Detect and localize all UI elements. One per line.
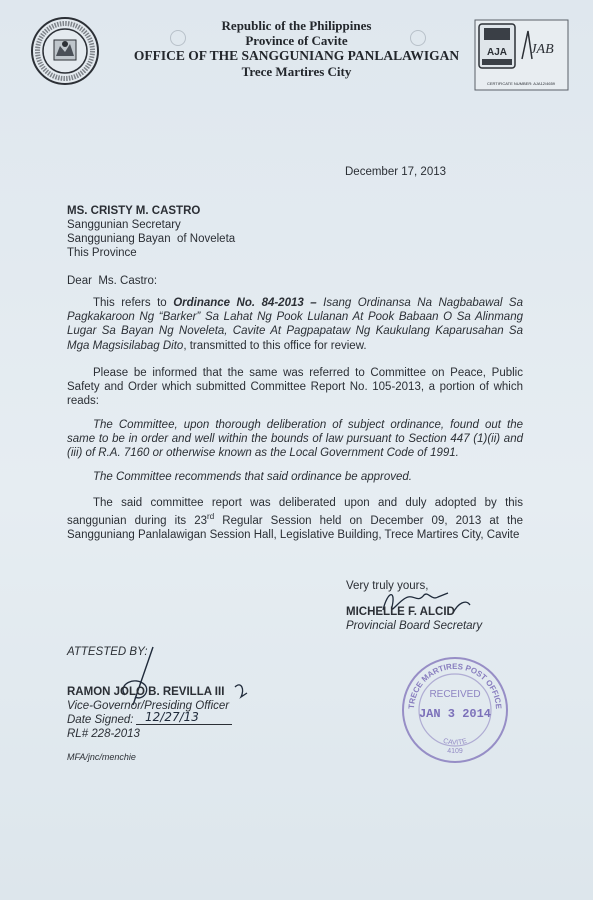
stamp-code-text: 4109 bbox=[447, 748, 463, 755]
svg-text:AJA: AJA bbox=[486, 47, 508, 58]
date-signed-line bbox=[136, 724, 232, 725]
attested-label: ATTESTED BY: bbox=[67, 646, 148, 658]
letter-date: December 17, 2013 bbox=[345, 166, 447, 178]
addressee-name: MS. CRISTY M. CASTRO bbox=[67, 205, 201, 217]
p1-suffix: , transmitted to this office for review. bbox=[183, 339, 367, 352]
header-office: OFFICE OF THE SANGGUNIANG PANLALAWIGAN bbox=[133, 48, 460, 63]
header-republic: Republic of the Philippines bbox=[221, 18, 372, 33]
stamp-top-text: TRECE MARTIRES POST OFFICE bbox=[406, 661, 504, 710]
date-signed-label: Date Signed: bbox=[67, 714, 134, 726]
reference-initials: MFA/jnc/menchie bbox=[67, 752, 136, 762]
secretary-name: MICHELLE F. ALCID bbox=[346, 606, 455, 618]
addressee-office: Sangguniang Bayan of Noveleta bbox=[67, 233, 236, 245]
addressee-title: Sanggunian Secretary bbox=[67, 219, 181, 231]
closing-text: Very truly yours, bbox=[346, 580, 429, 592]
addressee-location: This Province bbox=[67, 247, 137, 259]
stamp-received-text: RECEIVED bbox=[429, 689, 481, 700]
ordinance-number: Ordinance No. 84-2013 – bbox=[173, 297, 317, 309]
svg-text:CERTIFICATE NUMBER: AJA12/4659: CERTIFICATE NUMBER: AJA12/4659 bbox=[486, 81, 556, 86]
committee-quote-deliberation: The Committee, upon thorough deliberation of subject ordinance, found out the same to be in order and well within the bounds of law pursuant to Section 447 (1)(ii) and (iii) of R.A. 7160 or otherwise known as the Local Government Code of 1991. bbox=[67, 419, 523, 460]
received-stamp bbox=[400, 655, 510, 765]
p3-text-b: Regular Session held on December 09, 2013 at the Sangguniang Panlalawigan Session Hall, Legislative Building, Trece Martires City, Cavite bbox=[67, 515, 523, 542]
committee-quote-recommendation: The Committee recommends that said ordinance be approved. bbox=[93, 471, 412, 483]
p1-prefix: This refers to bbox=[93, 297, 174, 309]
ordinance-title: Isang Ordinansa Na Nagbabawal Sa Pagkakaroon Ng “Barker” Sa Lahat Ng Pook Lulanan At Pook Babaan O Sa Alinmang Lugar Sa Bayan Ng Noveleta, Cavite At Pagpapataw Ng Kaukulang Kaparusahan Sa Mga Magsisilabag Dito bbox=[67, 297, 523, 352]
stamp-date-text: JAN 3 2014 bbox=[418, 707, 492, 721]
secretary-title: Provincial Board Secretary bbox=[346, 620, 483, 632]
svg-text:JAB: JAB bbox=[530, 42, 554, 57]
header-city: Trece Martires City bbox=[241, 64, 352, 79]
salutation: Dear Ms. Castro: bbox=[67, 275, 158, 287]
svg-text:CAVITE bbox=[442, 738, 468, 747]
certification-logos bbox=[474, 19, 569, 91]
p3-text-a: The said committee report was deliberated upon and duly adopted by this sanggunian during its 23 bbox=[67, 497, 523, 528]
stamp-bottom-text: CAVITE bbox=[442, 737, 468, 747]
p3-ordinal-suffix: rd bbox=[207, 512, 215, 522]
paragraph-session-adoption bbox=[67, 496, 523, 542]
date-signed-value: 12/27/13 bbox=[145, 710, 199, 724]
paragraph-ordinance-reference bbox=[67, 296, 523, 353]
vice-governor-title: Vice-Governor/Presiding Officer bbox=[67, 700, 230, 712]
header-province: Province of Cavite bbox=[245, 33, 348, 48]
paragraph-committee-referral: Please be informed that the same was referred to Committee on Peace, Public Safety and Order which submitted Committee Report No. 105-2013, a portion of which reads: bbox=[67, 367, 523, 408]
vice-governor-name: RAMON JOLO B. REVILLA III bbox=[67, 686, 225, 698]
record-number: RL# 228-2013 bbox=[67, 728, 140, 740]
